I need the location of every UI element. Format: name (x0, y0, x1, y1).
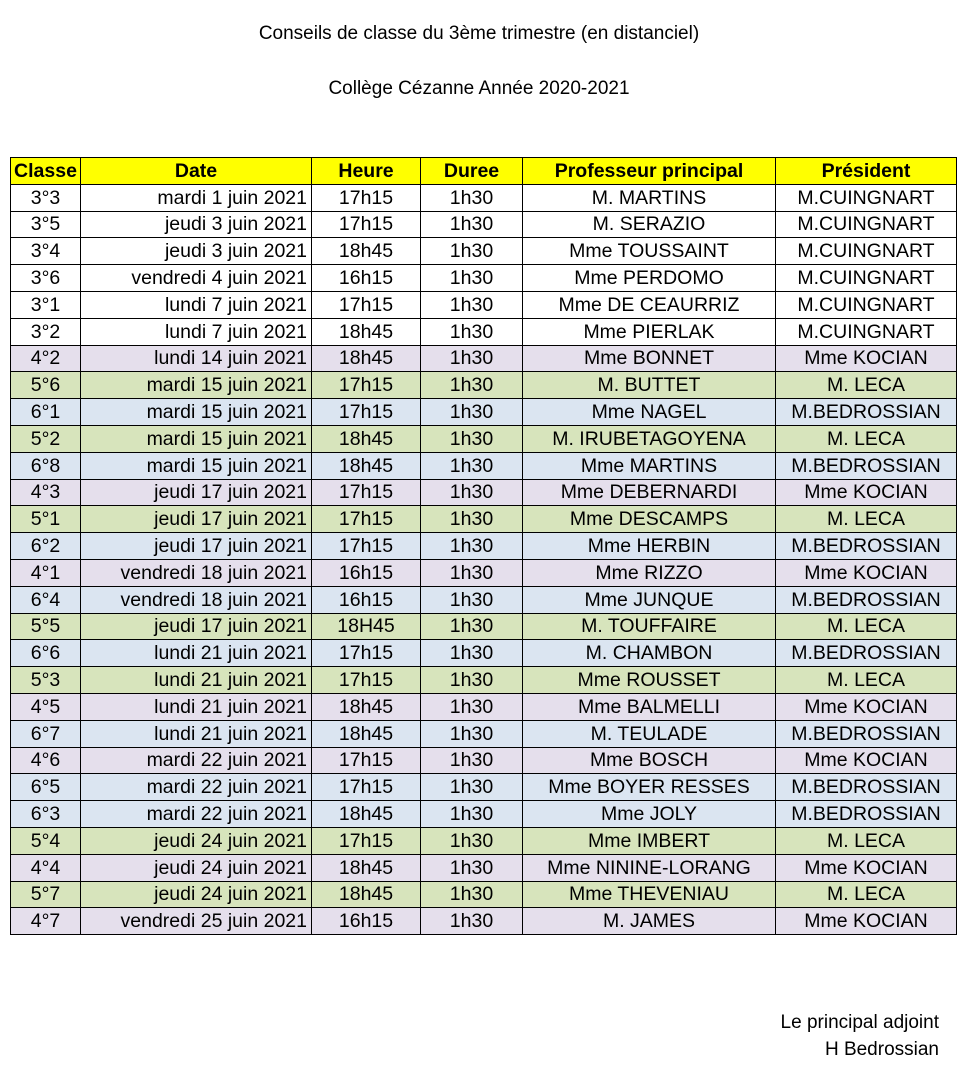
cell-president: M.BEDROSSIAN (776, 452, 957, 479)
cell-duree: 1h30 (421, 184, 523, 211)
cell-president: Mme KOCIAN (776, 479, 957, 506)
cell-president: M.BEDROSSIAN (776, 533, 957, 560)
cell-classe: 4°2 (11, 345, 81, 372)
cell-professeur: M. IRUBETAGOYENA (523, 425, 776, 452)
cell-classe: 6°4 (11, 586, 81, 613)
cell-date: lundi 21 juin 2021 (81, 720, 312, 747)
cell-date: jeudi 24 juin 2021 (81, 881, 312, 908)
cell-president: M. LECA (776, 506, 957, 533)
cell-professeur: Mme ROUSSET (523, 667, 776, 694)
cell-duree: 1h30 (421, 265, 523, 292)
cell-duree: 1h30 (421, 801, 523, 828)
cell-date: lundi 14 juin 2021 (81, 345, 312, 372)
table-row (11, 533, 957, 560)
cell-professeur: M. BUTTET (523, 372, 776, 399)
cell-date: mardi 15 juin 2021 (81, 372, 312, 399)
cell-duree: 1h30 (421, 854, 523, 881)
cell-duree: 1h30 (421, 372, 523, 399)
cell-date: jeudi 3 juin 2021 (81, 211, 312, 238)
cell-date: mardi 22 juin 2021 (81, 801, 312, 828)
cell-heure: 17h15 (312, 184, 421, 211)
cell-duree: 1h30 (421, 586, 523, 613)
cell-classe: 6°5 (11, 774, 81, 801)
cell-heure: 16h15 (312, 559, 421, 586)
column-header-duree: Duree (421, 158, 523, 185)
cell-president: M. LECA (776, 881, 957, 908)
cell-date: lundi 21 juin 2021 (81, 693, 312, 720)
cell-date: jeudi 17 juin 2021 (81, 533, 312, 560)
table-row (11, 586, 957, 613)
table-row (11, 613, 957, 640)
cell-classe: 4°7 (11, 908, 81, 935)
table-row (11, 372, 957, 399)
cell-duree: 1h30 (421, 211, 523, 238)
table-row (11, 345, 957, 372)
cell-heure: 18h45 (312, 854, 421, 881)
cell-professeur: Mme HERBIN (523, 533, 776, 560)
cell-date: mardi 15 juin 2021 (81, 425, 312, 452)
table-header-row (11, 158, 957, 185)
table-row (11, 693, 957, 720)
table-row (11, 425, 957, 452)
cell-heure: 16h15 (312, 265, 421, 292)
cell-duree: 1h30 (421, 291, 523, 318)
cell-professeur: Mme DE CEAURRIZ (523, 291, 776, 318)
cell-president: M.BEDROSSIAN (776, 586, 957, 613)
cell-professeur: M. SERAZIO (523, 211, 776, 238)
cell-professeur: Mme PIERLAK (523, 318, 776, 345)
cell-heure: 18h45 (312, 425, 421, 452)
cell-duree: 1h30 (421, 640, 523, 667)
cell-heure: 17h15 (312, 399, 421, 426)
cell-duree: 1h30 (421, 533, 523, 560)
page-title: Conseils de classe du 3ème trimestre (en distanciel) (258, 23, 700, 44)
cell-classe: 4°3 (11, 479, 81, 506)
cell-professeur: Mme BOYER RESSES (523, 774, 776, 801)
cell-date: mardi 15 juin 2021 (81, 452, 312, 479)
cell-classe: 6°2 (11, 533, 81, 560)
cell-duree: 1h30 (421, 479, 523, 506)
cell-date: lundi 7 juin 2021 (81, 291, 312, 318)
cell-heure: 18h45 (312, 318, 421, 345)
cell-date: vendredi 18 juin 2021 (81, 586, 312, 613)
cell-professeur: M. CHAMBON (523, 640, 776, 667)
cell-professeur: M. TOUFFAIRE (523, 613, 776, 640)
cell-classe: 4°5 (11, 693, 81, 720)
table-row (11, 747, 957, 774)
cell-classe: 4°6 (11, 747, 81, 774)
cell-heure: 17h15 (312, 640, 421, 667)
cell-professeur: Mme MARTINS (523, 452, 776, 479)
cell-heure: 17h15 (312, 747, 421, 774)
cell-classe: 3°4 (11, 238, 81, 265)
cell-duree: 1h30 (421, 720, 523, 747)
cell-classe: 3°5 (11, 211, 81, 238)
table-body (11, 184, 957, 934)
cell-heure: 17h15 (312, 533, 421, 560)
cell-date: vendredi 4 juin 2021 (81, 265, 312, 292)
cell-professeur: M. MARTINS (523, 184, 776, 211)
cell-duree: 1h30 (421, 559, 523, 586)
cell-professeur: Mme BOSCH (523, 747, 776, 774)
cell-duree: 1h30 (421, 827, 523, 854)
cell-date: jeudi 17 juin 2021 (81, 613, 312, 640)
cell-duree: 1h30 (421, 613, 523, 640)
cell-president: M.BEDROSSIAN (776, 399, 957, 426)
cell-heure: 17h15 (312, 211, 421, 238)
cell-heure: 16h15 (312, 908, 421, 935)
cell-date: jeudi 24 juin 2021 (81, 854, 312, 881)
table-row (11, 506, 957, 533)
cell-duree: 1h30 (421, 238, 523, 265)
column-header-classe: Classe (11, 158, 81, 185)
table-row (11, 399, 957, 426)
cell-duree: 1h30 (421, 318, 523, 345)
cell-date: lundi 21 juin 2021 (81, 640, 312, 667)
cell-president: M.BEDROSSIAN (776, 774, 957, 801)
cell-classe: 5°3 (11, 667, 81, 694)
cell-heure: 18h45 (312, 345, 421, 372)
cell-duree: 1h30 (421, 345, 523, 372)
cell-date: mardi 22 juin 2021 (81, 774, 312, 801)
table-row (11, 452, 957, 479)
table-row (11, 908, 957, 935)
cell-date: lundi 7 juin 2021 (81, 318, 312, 345)
cell-president: Mme KOCIAN (776, 559, 957, 586)
cell-president: Mme KOCIAN (776, 747, 957, 774)
cell-date: mardi 1 juin 2021 (81, 184, 312, 211)
table-row (11, 640, 957, 667)
cell-heure: 16h15 (312, 586, 421, 613)
cell-president: Mme KOCIAN (776, 693, 957, 720)
table-row (11, 720, 957, 747)
cell-heure: 17h15 (312, 774, 421, 801)
table-row (11, 667, 957, 694)
cell-duree: 1h30 (421, 774, 523, 801)
cell-professeur: Mme RIZZO (523, 559, 776, 586)
cell-president: M.CUINGNART (776, 291, 957, 318)
cell-classe: 6°8 (11, 452, 81, 479)
cell-heure: 17h15 (312, 506, 421, 533)
cell-heure: 17h15 (312, 479, 421, 506)
cell-duree: 1h30 (421, 908, 523, 935)
cell-president: M.CUINGNART (776, 318, 957, 345)
table-row (11, 211, 957, 238)
cell-professeur: Mme TOUSSAINT (523, 238, 776, 265)
cell-heure: 17h15 (312, 827, 421, 854)
table-row (11, 265, 957, 292)
cell-president: M.BEDROSSIAN (776, 640, 957, 667)
cell-president: M.CUINGNART (776, 265, 957, 292)
cell-date: jeudi 17 juin 2021 (81, 506, 312, 533)
signature-role: Le principal adjoint (780, 1012, 939, 1033)
cell-classe: 5°4 (11, 827, 81, 854)
cell-classe: 5°7 (11, 881, 81, 908)
schedule-table (10, 157, 957, 935)
table-row (11, 184, 957, 211)
table-row (11, 479, 957, 506)
cell-classe: 5°6 (11, 372, 81, 399)
cell-classe: 6°7 (11, 720, 81, 747)
cell-classe: 6°6 (11, 640, 81, 667)
cell-duree: 1h30 (421, 693, 523, 720)
cell-president: M.CUINGNART (776, 238, 957, 265)
cell-heure: 18h45 (312, 693, 421, 720)
cell-professeur: Mme BALMELLI (523, 693, 776, 720)
column-header-date: Date (81, 158, 312, 185)
cell-professeur: Mme BONNET (523, 345, 776, 372)
cell-classe: 3°1 (11, 291, 81, 318)
table-row (11, 559, 957, 586)
cell-duree: 1h30 (421, 667, 523, 694)
cell-date: mardi 15 juin 2021 (81, 399, 312, 426)
cell-heure: 17h15 (312, 667, 421, 694)
cell-professeur: Mme NININE-LORANG (523, 854, 776, 881)
cell-classe: 3°6 (11, 265, 81, 292)
table-row (11, 854, 957, 881)
cell-duree: 1h30 (421, 506, 523, 533)
cell-date: jeudi 17 juin 2021 (81, 479, 312, 506)
cell-classe: 5°1 (11, 506, 81, 533)
cell-professeur: Mme JUNQUE (523, 586, 776, 613)
cell-duree: 1h30 (421, 452, 523, 479)
cell-heure: 18h45 (312, 452, 421, 479)
cell-classe: 3°2 (11, 318, 81, 345)
cell-president: Mme KOCIAN (776, 908, 957, 935)
cell-classe: 5°2 (11, 425, 81, 452)
cell-president: M. LECA (776, 372, 957, 399)
table-row (11, 318, 957, 345)
table-row (11, 801, 957, 828)
cell-president: Mme KOCIAN (776, 854, 957, 881)
cell-classe: 4°4 (11, 854, 81, 881)
table-row (11, 881, 957, 908)
cell-president: M.BEDROSSIAN (776, 720, 957, 747)
cell-classe: 6°1 (11, 399, 81, 426)
cell-president: M.CUINGNART (776, 184, 957, 211)
cell-professeur: Mme IMBERT (523, 827, 776, 854)
cell-professeur: Mme NAGEL (523, 399, 776, 426)
cell-heure: 18h45 (312, 801, 421, 828)
cell-classe: 3°3 (11, 184, 81, 211)
cell-professeur: Mme PERDOMO (523, 265, 776, 292)
cell-heure: 18h45 (312, 881, 421, 908)
cell-heure: 18h45 (312, 238, 421, 265)
cell-date: mardi 22 juin 2021 (81, 747, 312, 774)
cell-professeur: Mme THEVENIAU (523, 881, 776, 908)
column-header-professeur: Professeur principal (523, 158, 776, 185)
page-subtitle: Collège Cézanne Année 2020-2021 (328, 78, 630, 99)
cell-date: jeudi 24 juin 2021 (81, 827, 312, 854)
cell-date: vendredi 18 juin 2021 (81, 559, 312, 586)
cell-classe: 4°1 (11, 559, 81, 586)
cell-heure: 17h15 (312, 291, 421, 318)
cell-professeur: Mme DEBERNARDI (523, 479, 776, 506)
cell-president: M.BEDROSSIAN (776, 801, 957, 828)
cell-president: M. LECA (776, 613, 957, 640)
cell-professeur: M. JAMES (523, 908, 776, 935)
cell-classe: 6°3 (11, 801, 81, 828)
column-header-president: Président (776, 158, 957, 185)
signature-name: H Bedrossian (824, 1039, 939, 1060)
cell-president: M.CUINGNART (776, 211, 957, 238)
cell-duree: 1h30 (421, 399, 523, 426)
cell-president: Mme KOCIAN (776, 345, 957, 372)
cell-president: M. LECA (776, 425, 957, 452)
cell-duree: 1h30 (421, 425, 523, 452)
cell-professeur: M. TEULADE (523, 720, 776, 747)
table-row (11, 291, 957, 318)
cell-date: lundi 21 juin 2021 (81, 667, 312, 694)
cell-heure: 18H45 (312, 613, 421, 640)
cell-professeur: Mme JOLY (523, 801, 776, 828)
column-header-heure: Heure (312, 158, 421, 185)
table-row (11, 774, 957, 801)
cell-duree: 1h30 (421, 881, 523, 908)
cell-president: M. LECA (776, 827, 957, 854)
cell-heure: 17h15 (312, 372, 421, 399)
cell-president: M. LECA (776, 667, 957, 694)
cell-classe: 5°5 (11, 613, 81, 640)
cell-date: jeudi 3 juin 2021 (81, 238, 312, 265)
table-row (11, 827, 957, 854)
table-row (11, 238, 957, 265)
cell-date: vendredi 25 juin 2021 (81, 908, 312, 935)
cell-duree: 1h30 (421, 747, 523, 774)
cell-heure: 18h45 (312, 720, 421, 747)
cell-professeur: Mme DESCAMPS (523, 506, 776, 533)
